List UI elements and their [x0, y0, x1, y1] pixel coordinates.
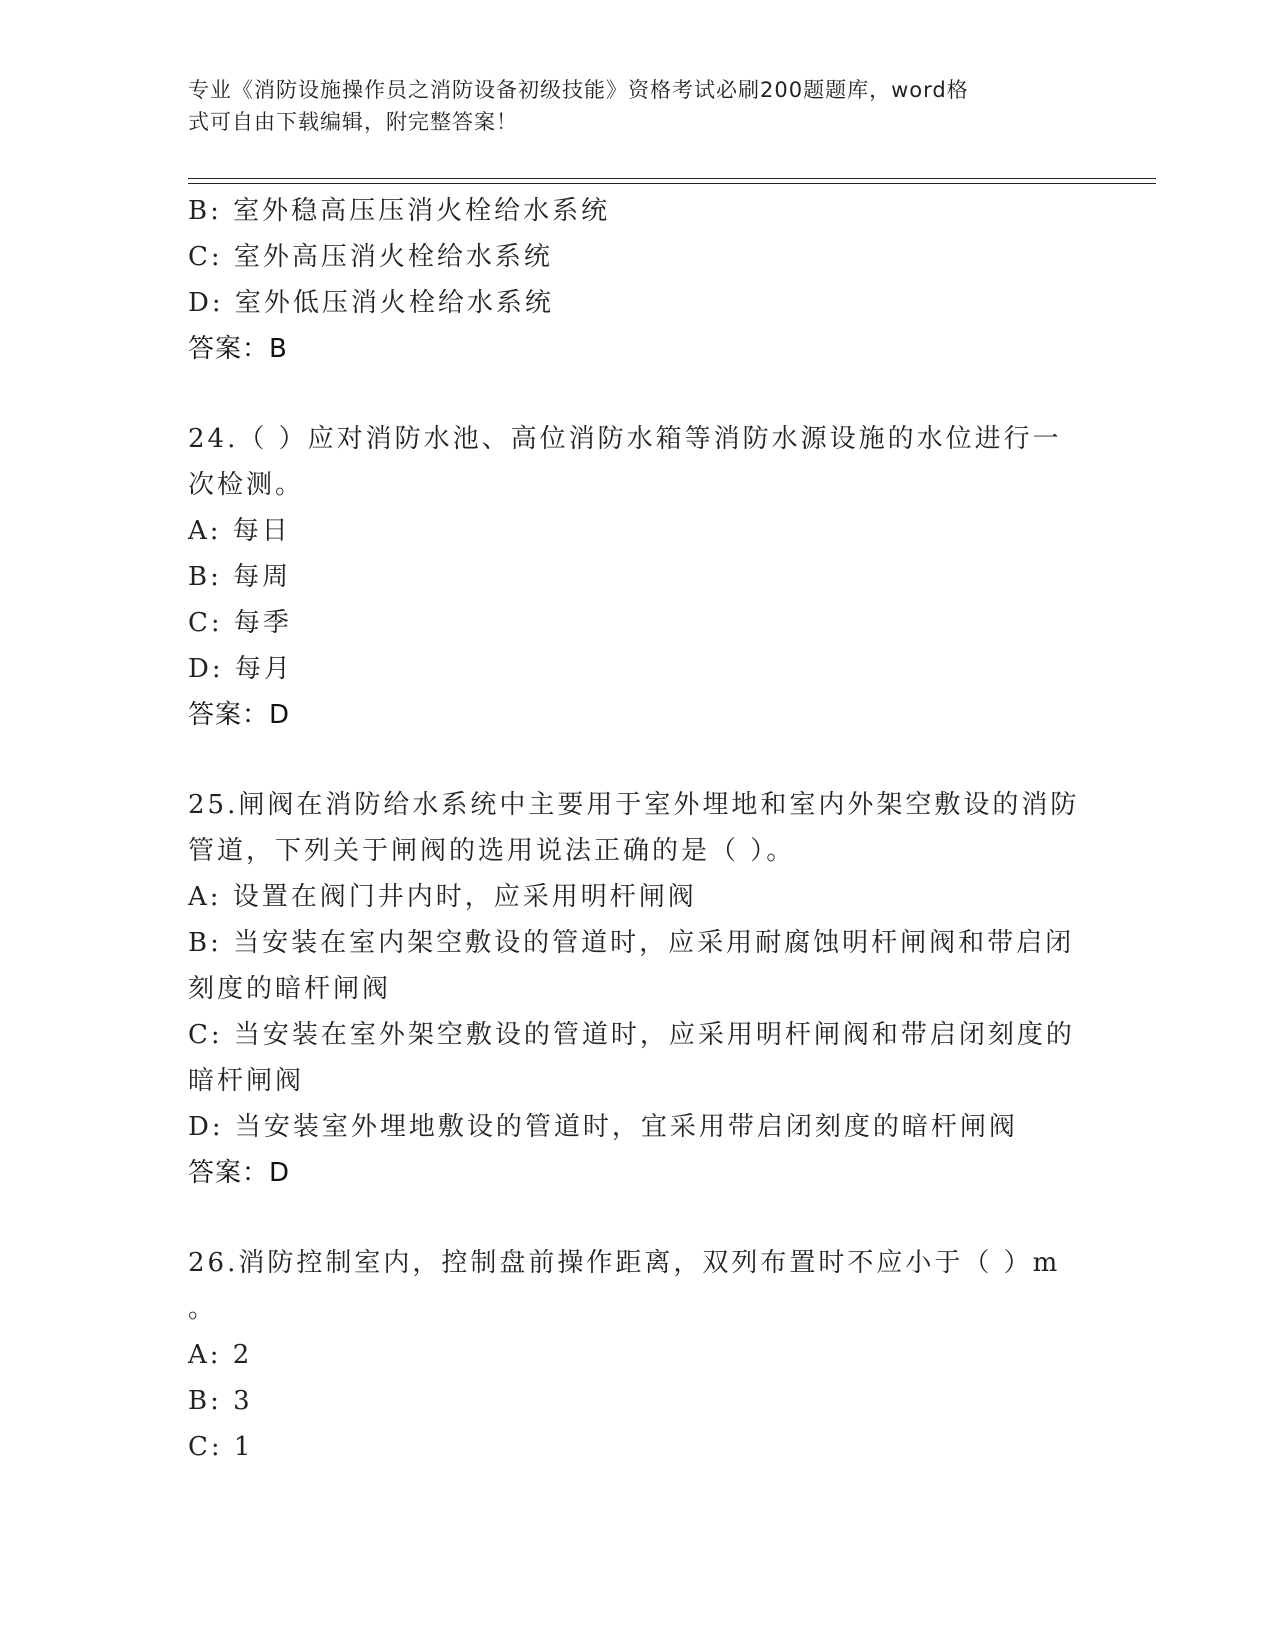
- header-divider-bottom: [188, 183, 1156, 184]
- question-26: [188, 1240, 1078, 1470]
- question-stem-cont: 。: [188, 1294, 218, 1324]
- option-b-cont: 刻度的暗杆闸阀: [188, 974, 392, 1004]
- question-stem: 24.（ ）应对消防水池、高位消防水箱等消防水源设施的水位进行一: [188, 424, 1062, 454]
- option-b: B: 当安装在室内架空敷设的管道时，应采用耐腐蚀明杆闸阀和带启闭: [188, 928, 1075, 958]
- answer: 答案：B: [188, 334, 288, 364]
- question-25: [188, 782, 1078, 1196]
- question-list: [188, 188, 1078, 1470]
- option-d: D: 每月: [188, 654, 293, 684]
- header-divider-top: [188, 178, 1156, 179]
- header-line-1: 专业《消防设施操作员之消防设备初级技能》资格考试必刷200题题库，word格: [188, 78, 969, 102]
- header-line-2: 式可自由下载编辑，附完整答案！: [188, 110, 518, 134]
- question-stem: 25.闸阀在消防给水系统中主要用于室外埋地和室内外架空敷设的消防: [188, 790, 1080, 820]
- question-stem: 26.消防控制室内，控制盘前操作距离，双列布置时不应小于（ ）m: [188, 1248, 1061, 1278]
- option-c: C: 当安装在室外架空敷设的管道时，应采用明杆闸阀和带启闭刻度的: [188, 1020, 1075, 1050]
- question-23-tail: [188, 188, 1078, 372]
- answer: 答案：D: [188, 700, 291, 730]
- option-b: B: 3: [188, 1386, 253, 1416]
- option-d: D: 室外低压消火栓给水系统: [188, 288, 554, 318]
- question-stem-cont: 管道，下列关于闸阀的选用说法正确的是（ ）。: [188, 836, 796, 866]
- option-a: A: 每日: [188, 516, 291, 546]
- question-24: [188, 416, 1078, 738]
- option-b: B: 每周: [188, 562, 292, 592]
- option-d: D: 当安装室外埋地敷设的管道时，宜采用带启闭刻度的暗杆闸阀: [188, 1112, 1018, 1142]
- option-a: A: 设置在阀门井内时，应采用明杆闸阀: [188, 882, 697, 912]
- option-c: C: 1: [188, 1432, 254, 1462]
- option-c: C: 每季: [188, 608, 292, 638]
- question-stem-cont: 次检测。: [188, 470, 305, 500]
- answer: 答案：D: [188, 1158, 291, 1188]
- option-a: A: 2: [188, 1340, 253, 1370]
- option-b: B: 室外稳高压压消火栓给水系统: [188, 196, 611, 226]
- option-c-cont: 暗杆闸阀: [188, 1066, 305, 1096]
- option-c: C: 室外高压消火栓给水系统: [188, 242, 553, 272]
- document-header: [188, 74, 1068, 138]
